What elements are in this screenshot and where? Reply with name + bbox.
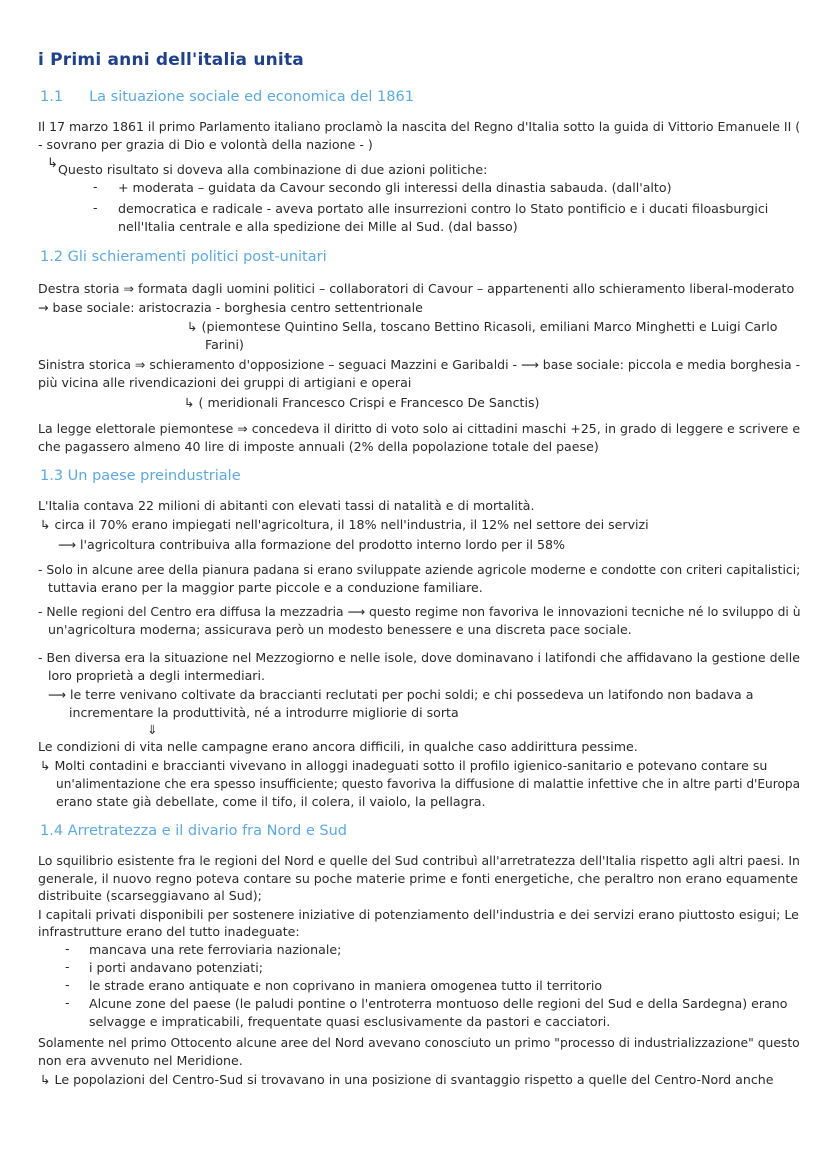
paragraph-line: Le condizioni di vita nelle campagne erano ancora difficili, in qualche caso addirittura pessime. — [38, 739, 638, 754]
paragraph-line: Destra storia ⇒ formata dagli uomini politici – collaboratori di Cavour – appartenenti allo schieramento liberal-moderato — [38, 281, 795, 296]
bullet-dash: - — [93, 179, 98, 194]
paragraph-line: tuttavia erano per la maggior parte piccole e a conduzione familiare. — [48, 580, 483, 595]
bullet-dash: - — [65, 995, 70, 1010]
bullet-dash: - — [93, 200, 98, 215]
paragraph-line: ↳ Le popolazioni del Centro-Sud si trovavano in una posizione di svantaggio rispetto a quelle del Centro-Nord anche — [40, 1072, 774, 1087]
paragraph-line: Solamente nel primo Ottocento alcune aree del Nord avevano conosciuto un primo "processo di industrializzazione" questo — [38, 1035, 800, 1050]
paragraph-line: L'Italia contava 22 milioni di abitanti con elevati tassi di natalità e di mortalità. — [38, 498, 535, 513]
paragraph-line: non era avvenuto nel Meridione. — [38, 1053, 243, 1068]
paragraph-line: erano state già debellate, come il tifo, il colera, il vaiolo, la pellagra. — [56, 794, 486, 809]
section-heading-1-2: 1.2 Gli schieramenti politici post-unitari — [40, 249, 327, 265]
list-item: i porti andavano potenziati; — [89, 960, 263, 975]
bullet-dash: - — [65, 977, 70, 992]
paragraph-line: generale, il nuovo regno poteva contare su poche materie prime e fonti energetiche, che peraltro non erano equamente — [38, 871, 799, 886]
paragraph-line: ↳ ( meridionali Francesco Crispi e Francesco De Sanctis) — [184, 395, 540, 410]
paragraph-line: che pagassero almeno 40 lire di imposte annuali (2% della popolazione totale del paese) — [38, 439, 599, 454]
list-item: + moderata – guidata da Cavour secondo gli interessi della dinastia sabauda. (dall'alto) — [118, 180, 672, 195]
section-title: La situazione sociale ed economica del 1861 — [89, 89, 414, 105]
list-item: le strade erano antiquate e non coprivano in maniera omogenea tutto il territorio — [89, 978, 603, 993]
paragraph-line: Questo risultato si doveva alla combinazione di due azioni politiche: — [58, 162, 488, 177]
paragraph-line: Il 17 marzo 1861 il primo Parlamento italiano proclamò la nascita del Regno d'Italia sotto la guida di Vittorio Emanuele II ( — [38, 119, 801, 134]
paragraph-line: loro proprietà a degli intermediari. — [48, 668, 265, 683]
paragraph-line: ⟶ le terre venivano coltivate da braccianti reclutati per pochi soldi; e chi possedeva un latifondo non badava a — [48, 687, 754, 702]
paragraph-line: La legge elettorale piemontese ⇒ concedeva il diritto di voto solo ai cittadini maschi +25, in grado di leggere e scrivere e — [38, 421, 801, 436]
section-heading-1-3: 1.3 Un paese preindustriale — [40, 468, 241, 484]
list-item: nell'Italia centrale e alla spedizione dei Mille al Sud. (dal basso) — [118, 219, 518, 234]
paragraph-line: - Nelle regioni del Centro era diffusa la mezzadria ⟶ questo regime non favoriva le innovazioni tecniche né lo sviluppo di ù — [38, 604, 801, 619]
section-heading-1-1 — [40, 89, 414, 105]
paragraph-line: un'agricoltura moderna; assicurava però un modesto benessere e una discreta pace sociale. — [48, 622, 632, 637]
bullet-dash: - — [65, 941, 70, 956]
paragraph-line: distribuite (scarseggiavano al Sud); — [38, 888, 262, 903]
page-title: i Primi anni dell'italia unita — [38, 50, 304, 70]
section-number: 1.1 — [40, 89, 64, 105]
paragraph-line: → base sociale: aristocrazia - borghesia centro settentrionale — [38, 300, 423, 315]
paragraph-line: ↳ circa il 70% erano impiegati nell'agricoltura, il 18% nell'industria, il 12% nel settore dei servizi — [40, 517, 649, 532]
paragraph-line: più vicina alle rivendicazioni dei gruppi di artigiani e operai — [38, 375, 412, 390]
paragraph-line: infrastrutture erano del tutto inadeguate: — [38, 924, 300, 939]
paragraph-line: Farini) — [205, 337, 244, 352]
paragraph-line: ↳ Molti contadini e braccianti vivevano in alloggi inadeguati sotto il profilo igienico-sanitario e potevano contare su — [40, 758, 768, 773]
list-item: mancava una rete ferroviaria nazionale; — [89, 942, 342, 957]
paragraph-line: - sovrano per grazia di Dio e volontà della nazione - ) — [38, 137, 373, 152]
down-arrow-icon: ⇓ — [147, 722, 158, 737]
paragraph-line: I capitali privati disponibili per sostenere iniziative di potenziamento dell'industria e dei servizi erano piuttosto esigui; Le — [38, 907, 799, 922]
paragraph-line: - Solo in alcune aree della pianura padana si erano sviluppate aziende agricole moderne e condotte con criteri capitalistici; — [38, 562, 801, 577]
list-item: Alcune zone del paese (le paludi pontine o l'entroterra montuoso delle regioni del Sud e della Sardegna) erano — [89, 996, 788, 1011]
bullet-dash: - — [65, 959, 70, 974]
paragraph-line: un'alimentazione che era spesso insufficiente; questo favoriva la diffusione di malattie infettive che in altre parti d'Europa — [56, 776, 801, 791]
list-item: democratica e radicale - aveva portato alle insurrezioni contro lo Stato pontificio e i ducati filoasburgici — [118, 201, 769, 216]
paragraph-line: ↳ (piemontese Quintino Sella, toscano Bettino Ricasoli, emiliani Marco Minghetti e Luigi Carlo — [187, 319, 778, 334]
hook-arrow-icon: ↳ — [47, 156, 58, 171]
section-heading-1-4: 1.4 Arretratezza e il divario fra Nord e Sud — [40, 823, 348, 839]
paragraph-line: incrementare la produttività, né a introdurre migliorie di sorta — [69, 705, 459, 720]
paragraph-line: - Ben diversa era la situazione nel Mezzogiorno e nelle isole, dove dominavano i latifondi che affidavano la gestione delle — [38, 650, 800, 665]
paragraph-line: ⟶ l'agricoltura contribuiva alla formazione del prodotto interno lordo per il 58% — [58, 537, 566, 552]
list-item: selvagge e impraticabili, frequentate quasi esclusivamente da pastori e cacciatori. — [89, 1014, 611, 1029]
paragraph-line: Lo squilibrio esistente fra le regioni del Nord e quelle del Sud contribuì all'arretratezza dell'Italia rispetto agli altri paesi. In — [38, 853, 800, 868]
paragraph-line: Sinistra storica ⇒ schieramento d'opposizione – seguaci Mazzini e Garibaldi - ⟶ base sociale: piccola e media borghesia - — [38, 357, 801, 372]
